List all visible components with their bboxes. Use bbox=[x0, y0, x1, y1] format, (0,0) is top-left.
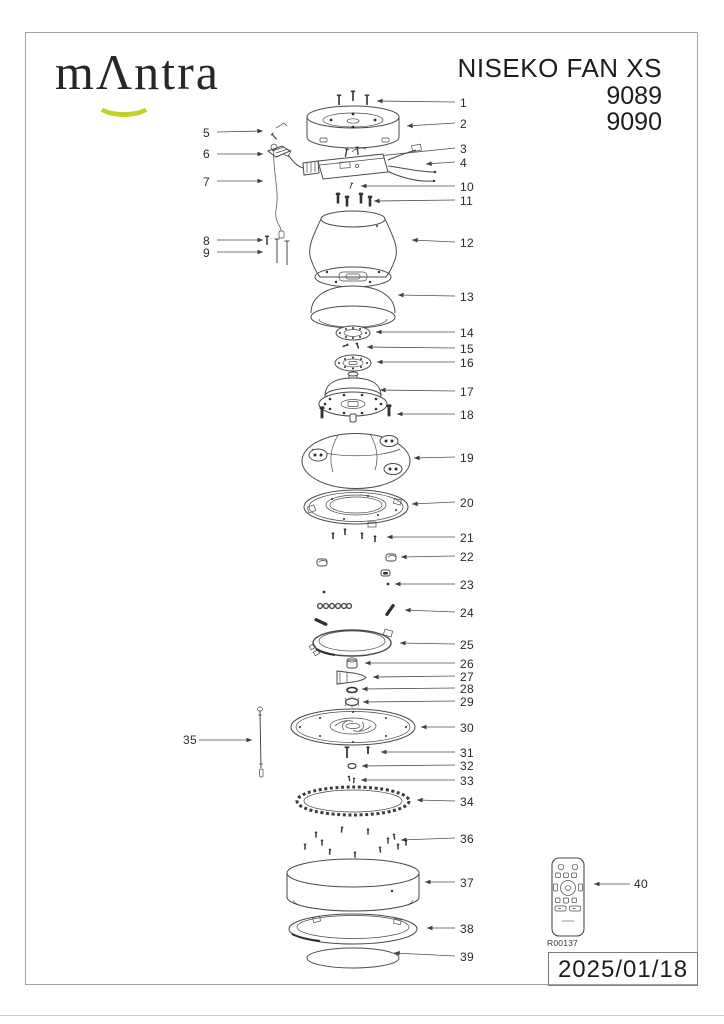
part-label-17: 17 bbox=[460, 385, 474, 399]
part-20-mounting-plate bbox=[304, 490, 408, 527]
part-label-23: 23 bbox=[460, 578, 474, 592]
part-label-10: 10 bbox=[460, 180, 474, 194]
part-27-cone bbox=[337, 671, 366, 684]
part-31-screws bbox=[345, 746, 370, 758]
part-11-bolts bbox=[336, 193, 373, 207]
part-label-22: 22 bbox=[460, 550, 474, 564]
part-10-screw bbox=[349, 183, 354, 190]
part-label-28: 28 bbox=[460, 682, 474, 696]
part-40-remote-control bbox=[552, 858, 584, 936]
part-label-39: 39 bbox=[460, 950, 474, 964]
part-23-micro-screws bbox=[323, 583, 390, 594]
part-25-retaining-ring bbox=[309, 629, 392, 656]
part-label-21: 21 bbox=[460, 531, 474, 545]
part-28-washer bbox=[347, 688, 357, 693]
part-label-8: 8 bbox=[203, 234, 210, 248]
model-number-2: 9090 bbox=[606, 108, 662, 136]
part-1-mounting-screws bbox=[337, 91, 369, 105]
part-label-2: 2 bbox=[460, 117, 467, 131]
part-4-receiver-unit bbox=[281, 144, 436, 182]
part-19-dome-housing bbox=[302, 434, 410, 489]
part-36-screws bbox=[304, 827, 408, 858]
part-label-27: 27 bbox=[460, 670, 474, 684]
remote-code-label: R00137 bbox=[547, 938, 578, 948]
brand-logo-m: m bbox=[55, 44, 96, 100]
part-label-19: 19 bbox=[460, 451, 474, 465]
part-38-trim-ring bbox=[289, 914, 417, 944]
part-26-cap bbox=[347, 658, 357, 668]
part-8-screw bbox=[265, 236, 269, 245]
part-7-hanging-wire bbox=[271, 144, 284, 238]
part-39-diffuser bbox=[307, 948, 399, 968]
part-label-35: 35 bbox=[183, 733, 197, 747]
part-label-6: 6 bbox=[203, 147, 210, 161]
part-2-ceiling-bracket bbox=[307, 106, 399, 148]
product-title: NISEKO FAN XS bbox=[457, 53, 662, 83]
part-14-ring-plate bbox=[336, 326, 370, 340]
part-label-3: 3 bbox=[460, 142, 467, 156]
part-label-7: 7 bbox=[203, 175, 210, 189]
part-37-drum-shade bbox=[287, 859, 419, 911]
part-29-nut bbox=[345, 697, 359, 708]
part-label-38: 38 bbox=[460, 922, 474, 936]
part-label-34: 34 bbox=[460, 795, 474, 809]
part-13-bell-cover bbox=[311, 286, 395, 328]
part-label-13: 13 bbox=[460, 290, 474, 304]
part-label-29: 29 bbox=[460, 695, 474, 709]
part-label-1: 1 bbox=[460, 96, 467, 110]
date-box bbox=[548, 952, 698, 986]
part-label-33: 33 bbox=[460, 774, 474, 788]
brand-logo-rest: ntra bbox=[134, 44, 220, 100]
part-label-12: 12 bbox=[460, 236, 474, 250]
part-34-led-ring bbox=[297, 787, 409, 815]
part-label-20: 20 bbox=[460, 496, 474, 510]
model-number-1: 9089 bbox=[606, 82, 662, 110]
part-label-32: 32 bbox=[460, 759, 474, 773]
part-30-rotor-plate bbox=[291, 709, 415, 745]
part-label-4: 4 bbox=[460, 156, 467, 170]
part-label-30: 30 bbox=[460, 721, 474, 735]
part-5-screw bbox=[271, 123, 287, 140]
part-label-14: 14 bbox=[460, 326, 474, 340]
part-label-15: 15 bbox=[460, 342, 474, 356]
part-22-clips bbox=[317, 554, 396, 576]
part-17-motor-assembly bbox=[319, 372, 387, 422]
part-label-26: 26 bbox=[460, 657, 474, 671]
part-label-18: 18 bbox=[460, 408, 474, 422]
part-label-31: 31 bbox=[460, 746, 474, 760]
part-label-9: 9 bbox=[203, 246, 210, 260]
part-label-5: 5 bbox=[203, 126, 210, 140]
part-24-pins bbox=[314, 603, 395, 626]
revision-date: 2025/01/18 bbox=[557, 956, 689, 983]
part-label-25: 25 bbox=[460, 638, 474, 652]
part-35-down-rod bbox=[258, 707, 264, 777]
part-label-37: 37 bbox=[460, 876, 474, 890]
part-label-24: 24 bbox=[460, 606, 474, 620]
part-label-11: 11 bbox=[460, 194, 474, 208]
page-bottom-edge bbox=[0, 1015, 724, 1016]
part-label-40: 40 bbox=[634, 877, 648, 891]
part-9-long-screws bbox=[275, 239, 290, 265]
part-15-screws bbox=[342, 342, 360, 348]
part-21-screws bbox=[332, 529, 377, 543]
part-12-upper-body bbox=[310, 211, 397, 287]
part-16-perforated-disc bbox=[335, 355, 371, 371]
brand-logo-caret: Λ bbox=[95, 44, 135, 100]
part-32-clip bbox=[348, 764, 356, 769]
part-label-36: 36 bbox=[460, 832, 474, 846]
leader-lines bbox=[199, 101, 630, 956]
part-33-screws bbox=[348, 776, 356, 784]
part-label-16: 16 bbox=[460, 356, 474, 370]
